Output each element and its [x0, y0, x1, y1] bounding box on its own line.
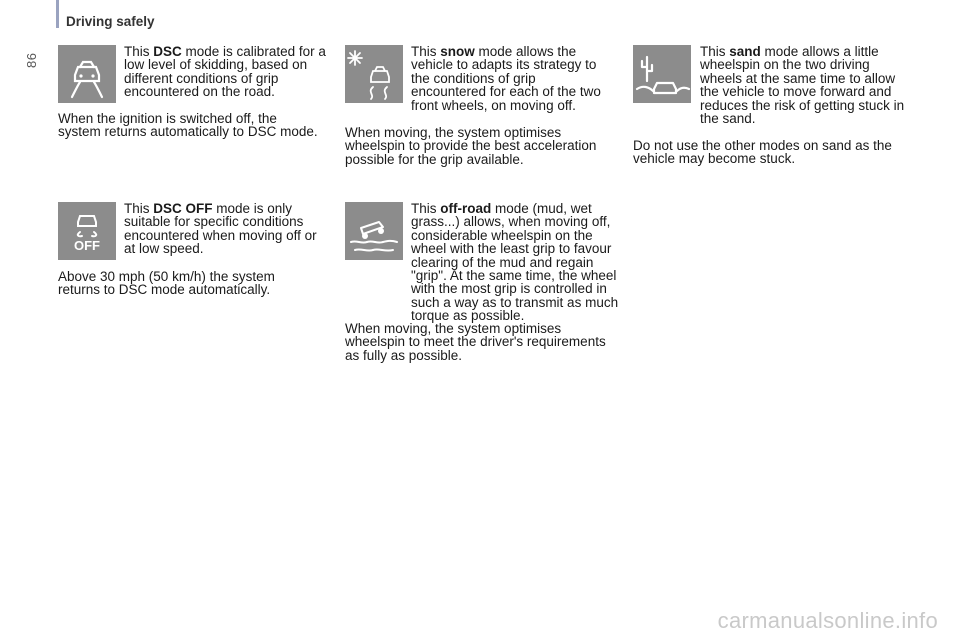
offroad-name: off-road	[440, 201, 492, 216]
dsc-off-icon	[58, 202, 116, 260]
dsc-off-prefix: This	[124, 201, 154, 216]
snow-intro-text: mode allows the vehicle to adapts its strategy to the conditions of grip encountered for each of the two front wheels, on moving off.	[411, 44, 601, 113]
offroad-prefix: This	[411, 201, 441, 216]
offroad-intro-text: mode (mud, wet grass...) allows, when moving off, considerable wheelspin on the wheel with the least grip to favour clearing of the mud and regain "grip". At the same time, the wheel with the most grip is controlled in such a way as to transmit as much torque as possible.	[411, 201, 619, 324]
dsc-intro	[124, 45, 329, 99]
sand-prefix: This	[700, 44, 730, 59]
dsc-intro-text: mode is calibrated for a low level of skidding, based on different conditions of grip encountered on the road.	[124, 44, 326, 100]
dsc-off-paragraph: Above 30 mph (50 km/h) the system returns to DSC mode automatically.	[58, 269, 275, 298]
snow-name: snow	[440, 44, 475, 59]
sand-name: sand	[729, 44, 761, 59]
offroad-paragraph: When moving, the system optimises wheelspin to meet the driver's requirements as fully as possible.	[345, 321, 606, 363]
section-title: Driving safely	[66, 14, 155, 29]
dsc-name: DSC	[153, 44, 182, 59]
snow-mode-icon	[345, 45, 403, 103]
sand-intro	[700, 45, 910, 125]
sand-mode-icon	[633, 45, 691, 103]
snow-prefix: This	[411, 44, 441, 59]
dsc-skid-icon	[58, 45, 116, 103]
dsc-off-icon-label: OFF	[74, 238, 100, 253]
sand-intro-text: mode allows a little wheelspin on the two driving wheels at the same time to allow the vehicle to move forward and reduces the risk of getting stuck in the sand.	[700, 44, 905, 127]
dsc-off-intro-text: mode is only suitable for specific conditions encountered when moving off or at low speed.	[124, 201, 317, 257]
page-number: 86	[24, 52, 39, 68]
offroad-intro	[345, 202, 620, 323]
snow-intro	[411, 45, 611, 112]
dsc-off-name: DSC OFF	[153, 201, 213, 216]
sand-paragraph: Do not use the other modes on sand as the vehicle may become stuck.	[633, 138, 892, 167]
dsc-prefix: This	[124, 44, 154, 59]
dsc-paragraph: When the ignition is switched off, the system returns automatically to DSC mode.	[58, 111, 318, 140]
watermark: carmanualsonline.info	[717, 608, 938, 633]
dsc-off-intro	[124, 202, 329, 256]
snow-paragraph: When moving, the system optimises wheelspin to provide the best acceleration possible for the grip available.	[345, 125, 597, 167]
accent-bar	[56, 0, 59, 28]
